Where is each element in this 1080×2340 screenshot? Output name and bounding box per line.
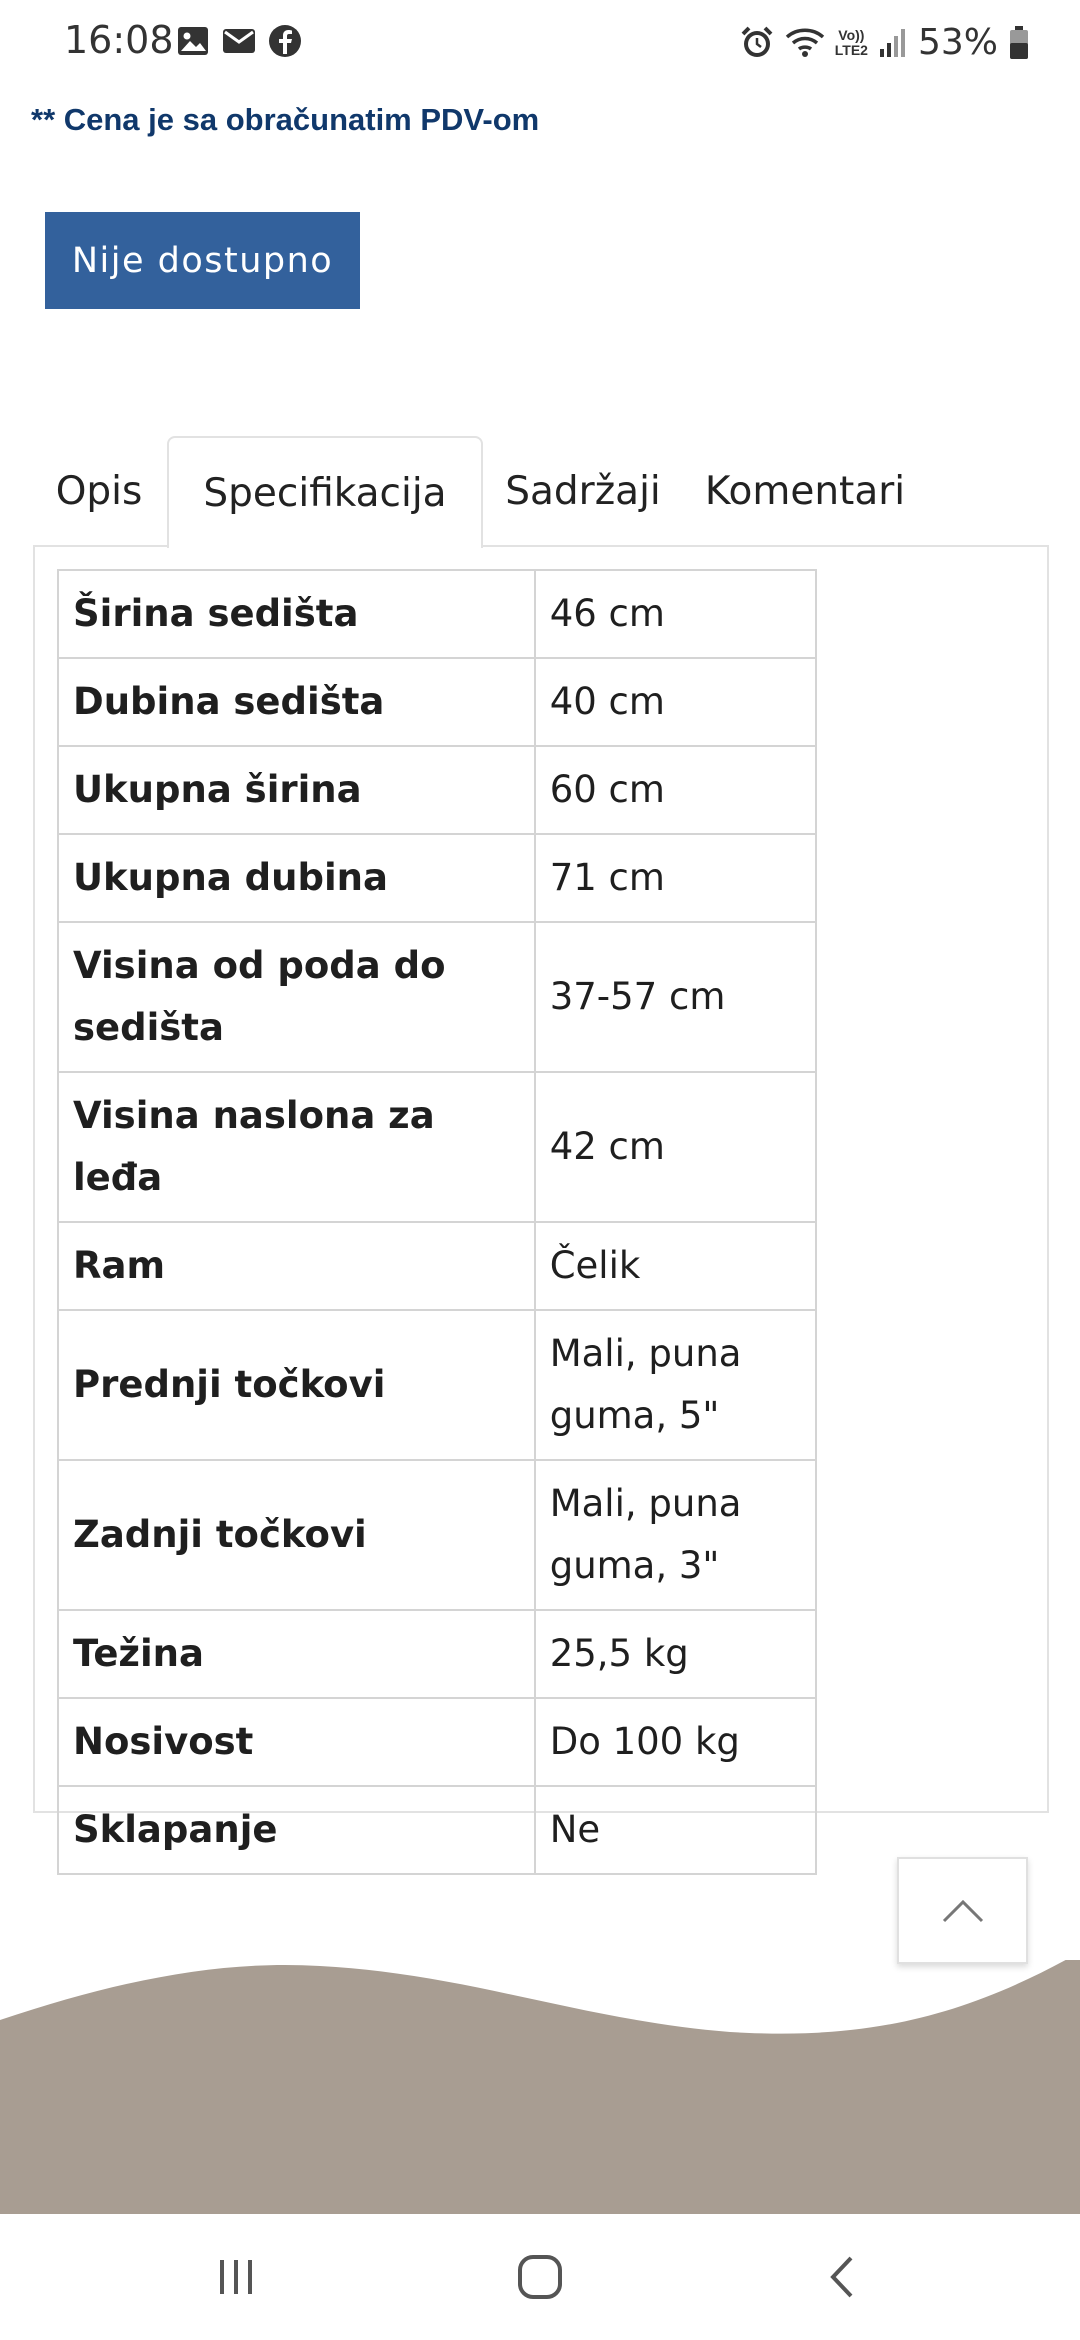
spec-key: Ukupna širina (58, 746, 535, 834)
status-bar (0, 0, 1080, 84)
spec-value: Mali, puna guma, 5" (535, 1310, 816, 1460)
table-row (58, 834, 816, 922)
spec-key: Širina sedišta (58, 570, 535, 658)
tab-opis[interactable]: Opis (55, 468, 143, 514)
battery-icon (1008, 25, 1030, 61)
recent-apps-button[interactable] (196, 2244, 276, 2310)
spec-value: 71 cm (535, 834, 816, 922)
navigation-bar (0, 2214, 1080, 2340)
table-row (58, 1610, 816, 1698)
spec-value: Ne (535, 1786, 816, 1874)
table-row (58, 1698, 816, 1786)
product-tabs (33, 436, 1049, 546)
spec-value: 37-57 cm (535, 922, 816, 1072)
spec-value: 25,5 kg (535, 1610, 816, 1698)
table-row (58, 1310, 816, 1460)
spec-value: 60 cm (535, 746, 816, 834)
table-row (58, 746, 816, 834)
spec-key: Ukupna dubina (58, 834, 535, 922)
scroll-to-top-button[interactable] (897, 1857, 1028, 1964)
table-row (58, 922, 816, 1072)
footer-wave (0, 1960, 1080, 2214)
spec-value: 46 cm (535, 570, 816, 658)
home-button[interactable] (500, 2244, 580, 2310)
facebook-icon (268, 24, 302, 58)
spec-key: Dubina sedišta (58, 658, 535, 746)
price-note: ** Cena je sa obračunatim PDV-om (31, 102, 540, 137)
spec-value: 42 cm (535, 1072, 816, 1222)
spec-key: Zadnji točkovi (58, 1460, 535, 1610)
mail-icon (222, 27, 256, 55)
notification-icons (176, 24, 302, 58)
spec-key: Nosivost (58, 1698, 535, 1786)
specification-panel (33, 545, 1049, 1851)
chevron-up-icon (941, 1898, 985, 1924)
tab-sadrzaji[interactable]: Sadržaji (505, 468, 661, 514)
not-available-button[interactable]: Nije dostupno (45, 212, 360, 309)
spec-value: Čelik (535, 1222, 816, 1310)
table-row (58, 1072, 816, 1222)
spec-key: Ram (58, 1222, 535, 1310)
alarm-icon (739, 25, 775, 61)
spec-key: Prednji točkovi (58, 1310, 535, 1460)
battery-percent: 53% (917, 22, 998, 63)
table-row (58, 1222, 816, 1310)
recent-apps-icon (214, 2257, 258, 2297)
spec-key: Težina (58, 1610, 535, 1698)
home-icon (516, 2253, 564, 2301)
back-button[interactable] (802, 2244, 882, 2310)
tab-komentari[interactable]: Komentari (704, 468, 906, 514)
table-row (58, 1786, 816, 1874)
table-row (58, 658, 816, 746)
spec-key: Visina od poda do sedišta (58, 922, 535, 1072)
table-row (58, 570, 816, 658)
spec-table (57, 569, 817, 1875)
back-icon (827, 2254, 857, 2300)
spec-key: Sklapanje (58, 1786, 535, 1874)
volte-icon (835, 28, 868, 58)
signal-icon (878, 27, 908, 59)
table-row (58, 1460, 816, 1610)
tab-specifikacija[interactable]: Specifikacija (167, 436, 483, 548)
status-time: 16:08 (64, 18, 174, 62)
volte-label-top: Vo)) (838, 26, 865, 43)
image-icon (176, 25, 210, 57)
spec-value: Do 100 kg (535, 1698, 816, 1786)
spec-value: 40 cm (535, 658, 816, 746)
wifi-icon (785, 26, 825, 60)
volte-label-bottom: LTE2 (834, 41, 868, 58)
system-icons (739, 22, 1030, 63)
spec-value: Mali, puna guma, 3" (535, 1460, 816, 1610)
spec-key: Visina naslona za leđa (58, 1072, 535, 1222)
